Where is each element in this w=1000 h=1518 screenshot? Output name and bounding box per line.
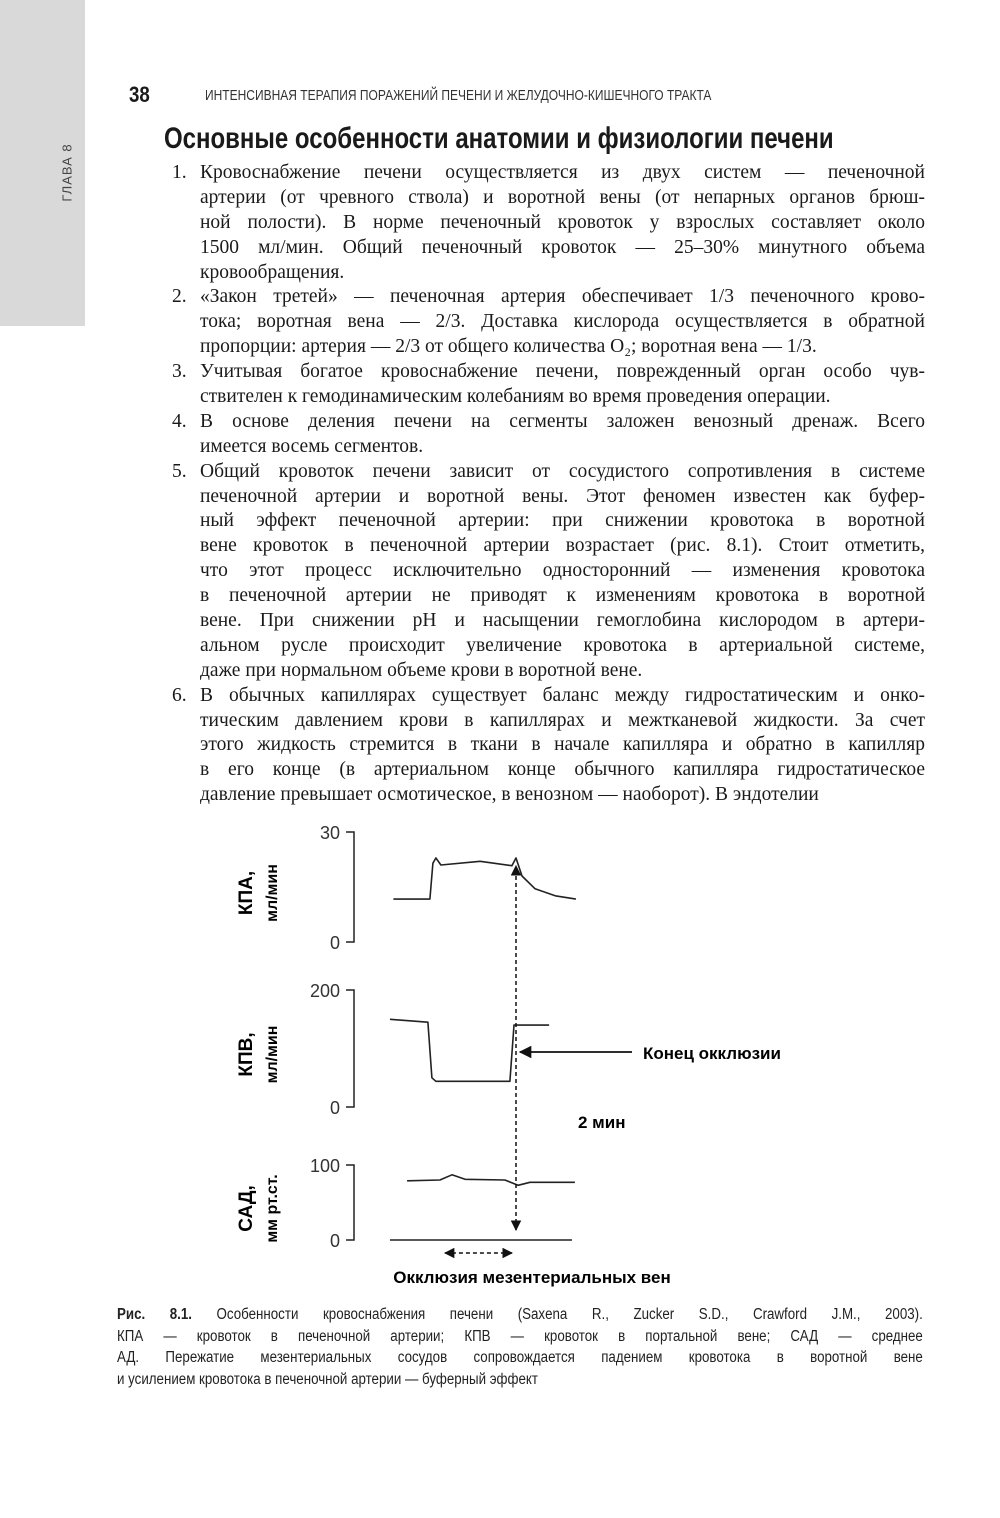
y-axis-label: КПА, [236,870,257,916]
running-title: ИНТЕНСИВНАЯ ТЕРАПИЯ ПОРАЖЕНИЙ ПЕЧЕНИ И ЖЕЛУДОЧНО-КИШЕЧНОГО ТРАКТА [205,87,712,104]
y-axis [346,1165,354,1240]
text-line: 1500 мл/мин. Общий печеночный кровоток — 25–30% минутного объема [200,236,925,258]
caption-line: и усилением кровотока в печеночной артерии — буферный эффект [117,1370,538,1388]
text-line: в печеночной артерии не приводят к изменениям кровотока в воротной [200,585,925,607]
caption-line [117,1304,923,1326]
list-number: 1. [172,162,187,183]
caption-label: Рис. 8.1. [117,1306,192,1323]
text-line: в его конце (в артериальном конце обычного капилляра гидростатическое [200,759,925,781]
text-line: Кровоснабжение печени осуществляется из двух систем — печеночной [200,162,925,183]
text-line: ствителен к гемодинамическим колебаниям во время проведения операции. [200,386,831,408]
text-line: печеночной артерии и воротной вены. Этот феномен известен как буфер- [200,485,925,507]
text-line: тока; воротная вена — 2/3. Доставка кислорода осуществляется в обратной [200,311,925,333]
y-tick-label: 0 [329,1098,340,1118]
text-line: вене кровоток в печеночной артерии возрастает (рис. 8.1). Стоит отметить, [200,535,925,557]
text-line: кровообращения. [200,261,345,283]
y-tick-label: 30 [319,823,340,843]
series-line [407,1175,575,1186]
text-line: имеется восемь сегментов. [200,435,424,457]
time-scale-label: 2 мин [578,1113,626,1132]
text-line: давление превышает осмотическое, в венозном — наоборот). В эндотелии [200,784,819,806]
text-line: тическим давлением крови в капиллярах и межтканевой жидкости. За счет [200,709,925,731]
y-axis-label: САД, [236,1185,257,1232]
occlusion-label: Окклюзия мезентериальных вен [393,1268,671,1287]
text-line: альном русле происходит увеличение кровотока в артериальной системе, [200,634,925,656]
caption-text: Особенности кровоснабжения печени (Saxena R., Zucker S.D., Crawford J.M., 2003). [191,1306,923,1323]
text-line: что этот процесс исключительно односторонний — изменения кровотока [200,560,925,582]
text-line: ный эффект печеночной артерии: при снижении кровотока в воротной [200,510,925,532]
list-number: 3. [172,361,187,383]
y-axis-label: мм рт.ст. [264,1174,281,1243]
y-axis-label: мл/мин [264,1025,281,1084]
figure-caption [117,1304,923,1390]
caption-line: АД. Пережатие мезентериальных сосудов сопровождается падением кровотока в воротной вене [117,1349,923,1366]
section-title: Основные особенности анатомии и физиологии печени [164,122,834,155]
list-number: 2. [172,286,187,308]
y-tick-label: 0 [329,1231,340,1251]
text-line: артерии (от чревного ствола) и воротной вены (от непарных органов брюш- [200,186,925,208]
text-line: ной полости). В норме печеночный кровоток у взрослых составляет около [200,211,925,233]
text-line: пропорции: артерия — 2/3 от общего количества O₂; воротная вена — 1/3. [200,336,817,358]
y-tick-label: 200 [309,981,340,1001]
series-line [390,1019,549,1081]
chapter-label: ГЛАВА 8 [59,143,75,202]
text-line: «Закон третей» — печеночная артерия обеспечивает 1/3 печеночного крово- [200,286,925,308]
y-tick-label: 100 [309,1156,340,1176]
list-number: 4. [172,410,187,432]
text-line: Учитывая богатое кровоснабжение печени, поврежденный орган особо чув- [200,361,925,383]
y-axis-label: мл/мин [264,864,281,922]
text-line: этого жидкость стремится в ткани в начале капилляра и обратно в капилляр [200,734,925,756]
text-line: Общий кровоток печени зависит от сосудистого сопротивления в системе [200,460,925,482]
caption-line: КПА — кровоток в печеночной артерии; КПВ — кровоток в портальной вене; САД — среднее [117,1327,923,1345]
text-line: даже при нормальном объеме крови в воротной вене. [200,659,643,681]
series-line [393,858,576,899]
text-line: В обычных капиллярах существует баланс между гидростатическим и онко- [200,684,925,706]
list-number: 6. [172,684,187,706]
y-tick-label: 0 [329,933,340,953]
page-number: 38 [129,82,150,107]
y-axis-label: КПВ, [236,1032,257,1077]
text-line: вене. При снижении pH и насыщении гемоглобина кислородом в артери- [200,610,925,632]
end-occlusion-label: Конец окклюзии [643,1044,781,1063]
y-axis [346,990,354,1107]
text-line: В основе деления печени на сегменты заложен венозный дренаж. Всего [200,410,925,432]
y-axis [346,832,354,942]
list-number: 5. [172,460,187,482]
